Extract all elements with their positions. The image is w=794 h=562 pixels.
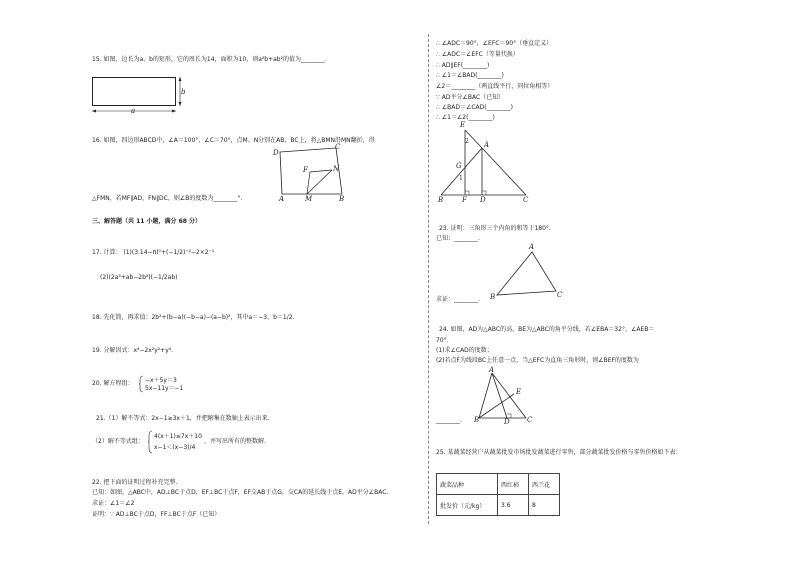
q16-label-C: C — [335, 143, 341, 151]
table-cell: 8 — [529, 495, 560, 516]
q23-given: 已知：________. — [436, 235, 480, 242]
q24-line-2: 70°. — [436, 337, 449, 344]
q17-text: 17. 计算： (1)(3.14−π)⁰+(−1/2)⁻²−2×2⁻¹ — [92, 249, 215, 256]
q22-label-A: A — [484, 141, 490, 149]
q25-text: 25. 某蔬菜经营户从蔬菜批发市场批发蔬菜进行零售，部分蔬菜批发价格与零售价格如下表： — [436, 449, 682, 456]
q15-label-a: a — [131, 107, 136, 115]
proof-line-7: ∴ ∠BAD＝∠CAD(________) — [436, 104, 513, 111]
q22-proof-start: 证明：∵ AD⊥BC于点D，FF⊥BC于点F（已知） — [92, 511, 221, 518]
proof-line-8: ∴ ∠1＝∠2(________) — [436, 114, 495, 121]
q16-label-N: N — [333, 165, 340, 173]
q23-text: 23. 证明：三角形三个内角的和等于180°. — [439, 225, 551, 232]
q16-label-A: A — [279, 195, 285, 203]
q20-equation-1: −x＋5y＝3 — [145, 377, 177, 384]
proof-line-5: ∠2＝________（两直线平行，同位角相等） — [436, 83, 554, 90]
q22-label-D: D — [480, 196, 486, 204]
q16-quadrilateral-figure — [276, 146, 346, 201]
q22-label-F: F — [462, 196, 467, 204]
q24-label-D: D — [504, 418, 510, 426]
q21-2-text: （2）解不等式组： — [92, 438, 144, 445]
q22-given: 已知：如图，△ABC中，AD⊥BC于点D，EF⊥BC于点F，EF交AB于点G，交CA的延长线于点E，AD平分∠BAC. — [92, 489, 389, 496]
proof-line-3: ∴ AD∥EF(________) — [436, 62, 490, 69]
proof-line-1: ∴ ∠ADC＝90°，∠EFC＝90°（垂直定义） — [436, 40, 553, 47]
q16-text-line2: △FMN，若MF∥AD，FN∥DC，则∠B的度数为________°. — [92, 195, 243, 202]
table-header-cell: 西红柿 — [498, 474, 529, 495]
q21-1-text: 21.（1）解不等式：2x−1≥3x＋1，并把解集在数轴上表示出来. — [96, 415, 270, 422]
q22-label-2: 2 — [465, 138, 469, 145]
q24-line-4: (2)若点F为线段BC上任意一点，当△EFC为直角三角形时，则∠BEF的度数为 — [436, 357, 639, 364]
table-header-row — [437, 474, 560, 495]
q23-label-A: A — [529, 243, 535, 251]
q15-text: 15. 如图，边长为a、b的矩形，它的周长为14，面积为10，则a²b+ab²的值为________. — [92, 56, 327, 63]
section-3-heading: 三、解答题（共 11 小题，满分 68 分） — [92, 218, 202, 225]
q24-label-C: C — [527, 416, 533, 424]
q16-label-F: F — [303, 166, 308, 174]
table-cell: 批发价（元/kg） — [437, 495, 498, 516]
q16-text-line1: 16. 如图，四边形ABCD中，∠A＝100°，∠C＝70°，点M、N分别在AB、BC上，将△BMN沿MN翻折，得 — [92, 137, 375, 144]
q21-2-inequality-1: 4(x＋1)≤7x＋10 — [154, 433, 202, 440]
table-header-cell: 蔬菜品种 — [437, 474, 498, 495]
q21-2-brace — [148, 431, 153, 453]
column-divider — [428, 34, 429, 524]
q21-2-tail: ，并写出所有的整数解. — [204, 438, 266, 445]
q16-label-B: B — [339, 195, 345, 203]
q23-triangle-figure — [494, 250, 564, 298]
q16-label-M: M — [305, 195, 313, 203]
q24-blank: ________. — [436, 417, 462, 424]
q22-label-G: G — [456, 162, 462, 170]
q23-label-C: C — [557, 291, 563, 299]
table-header-cell: 西兰花 — [529, 474, 560, 495]
table-cell: 3.6 — [498, 495, 529, 516]
q22-label-C: C — [523, 196, 529, 204]
q22-label-1: 1 — [459, 175, 463, 182]
q17-2-text: (2)(2a³+ab−2b²)(−1/2ab) — [100, 274, 178, 281]
q24-label-B: B — [474, 416, 480, 424]
q21-2-inequality-2: x−1＜(x−3)/4 — [154, 444, 196, 451]
q22-label-E: E — [460, 121, 466, 129]
q16-label-D: D — [273, 149, 279, 157]
q24-label-E: E — [516, 388, 522, 396]
q24-line-3: (1)求∠CAD的度数； — [436, 347, 493, 354]
q23-prove: 求证：________. — [436, 296, 480, 303]
q22-title: 22. 把下面的证明过程补充完整. — [92, 479, 178, 486]
q23-label-B: B — [490, 293, 496, 301]
q19-text: 19. 分解因式：x⁴−2x²y²+y⁴. — [92, 347, 174, 354]
proof-line-2: ∴ ∠ADC＝∠EFC（等量代换） — [436, 51, 519, 58]
q20-equation-2: 5x−11y＝−1 — [145, 385, 184, 392]
proof-line-6: ∵ AD平分∠BAC（已知） — [436, 94, 505, 101]
proof-line-4: ∴ ∠1＝∠BAD(________) — [436, 72, 504, 79]
q22-label-B: B — [438, 196, 444, 204]
q25-price-table — [436, 473, 560, 516]
q24-line-1: 24. 如图，AD为△ABC的高，BE为△ABC的角平分线，若∠EBA＝32°，∠AEB＝ — [439, 326, 655, 333]
q20-brace — [139, 376, 144, 392]
q24-label-A: A — [489, 366, 495, 374]
q15-rectangle-figure — [92, 77, 182, 117]
q15-label-b: b — [181, 88, 186, 96]
table-row — [437, 495, 560, 516]
q18-text: 18. 先化简，再求值：2b²+(b−a)(−b−a)−(a−b)²，其中a＝−3，b＝1/2. — [92, 314, 295, 321]
q22-triangle-figure — [438, 122, 538, 198]
q20-text: 20. 解方程组： — [92, 380, 134, 387]
q22-prove: 求证：∠1＝∠2 — [92, 500, 135, 507]
q24-triangle-figure — [476, 368, 536, 422]
